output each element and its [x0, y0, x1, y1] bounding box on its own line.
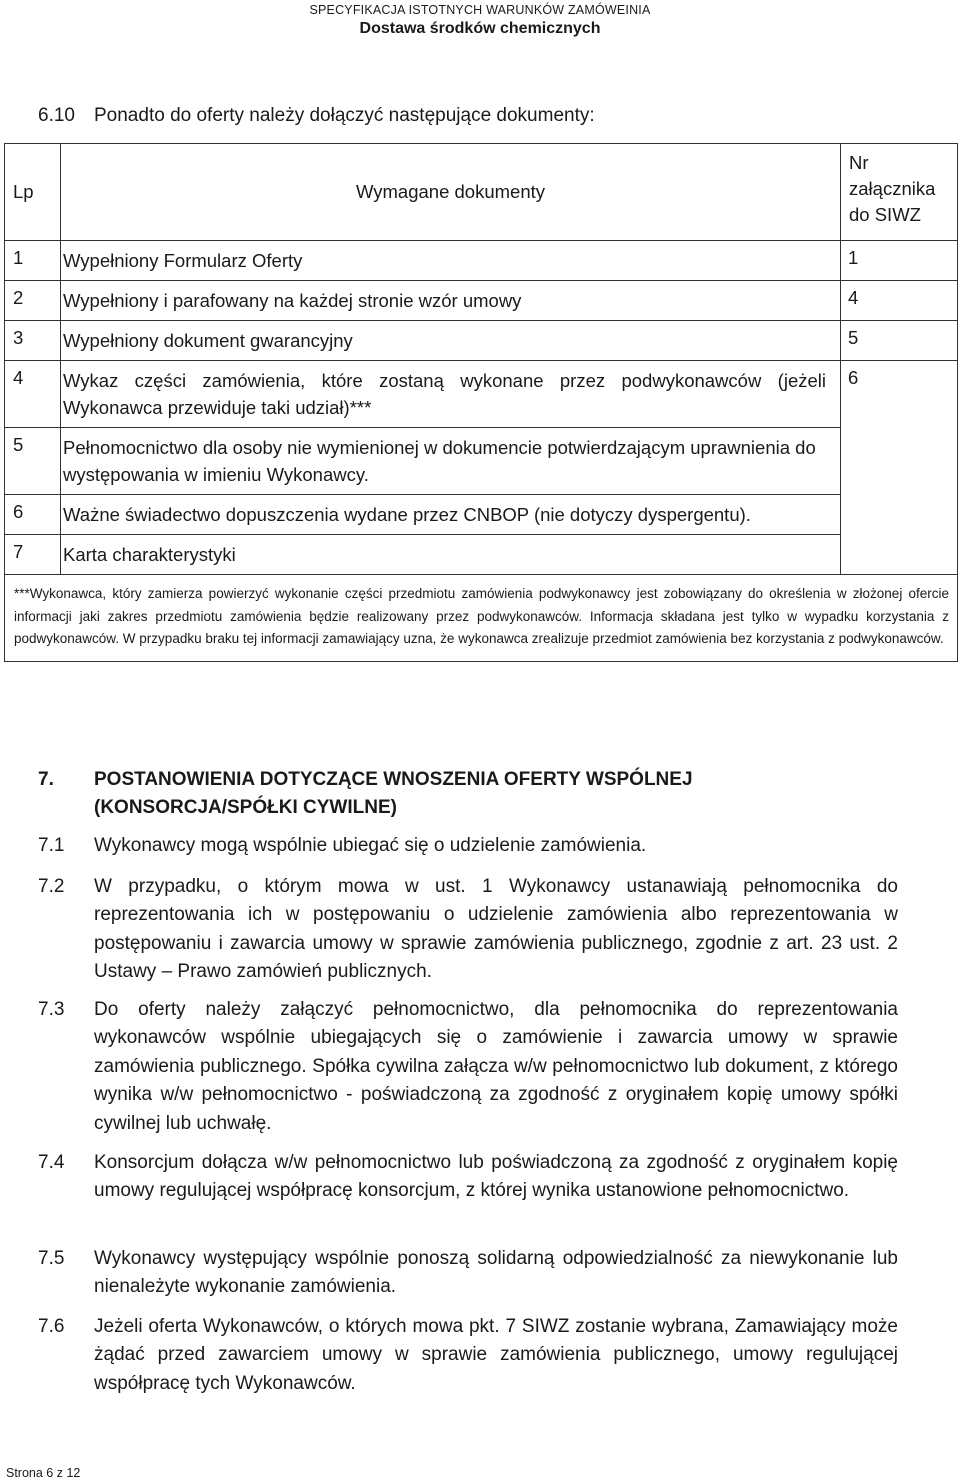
row-lp: 5: [5, 428, 61, 495]
section-6-10-heading: [38, 105, 595, 127]
required-documents-table: [4, 143, 958, 662]
row-nr: 1: [841, 241, 958, 281]
table-row: [5, 241, 958, 281]
table-row: [5, 428, 958, 495]
page-number: Strona 6 z 12: [6, 1466, 81, 1480]
header-lp: Lp: [5, 144, 61, 241]
item-text: Konsorcjum dołącza w/w pełnomocnictwo lub poświadczoną za zgodność z oryginałem kopię umowy regulującej współpracę konsorcjum, z której wynika ustanowione pełnomocnictwo.: [94, 1152, 898, 1202]
item-number: 7.6: [38, 1316, 65, 1337]
section-7-heading: [38, 766, 898, 823]
document-header-title: SPECYFIKACJA ISTOTNYCH WARUNKÓW ZAMÓWEINIA: [309, 3, 651, 17]
item-number: 7.1: [38, 835, 65, 856]
row-doc: Wykaz części zamówienia, które zostaną wykonane przez podwykonawców (jeżeli Wykonawca przewiduje taki udział)***: [61, 361, 841, 428]
item-number: 7.2: [38, 876, 65, 897]
item-number: 7.3: [38, 999, 65, 1020]
item-text: Jeżeli oferta Wykonawców, o których mowa pkt. 7 SIWZ zostanie wybrana, Zamawiający może żądać przed zawarciem umowy w sprawie zamówienia publicznego, umowy regulującej współpracę tych Wykonawców.: [94, 1316, 898, 1394]
list-item: [38, 1245, 898, 1302]
row-lp: 1: [5, 241, 61, 281]
header-docs: Wymagane dokumenty: [61, 144, 841, 241]
list-item: [38, 832, 898, 860]
item-text: Wykonawcy mogą wspólnie ubiegać się o udzielenie zamówienia.: [94, 835, 647, 856]
row-lp: 6: [5, 495, 61, 535]
row-doc: Wypełniony i parafowany na każdej stronie wzór umowy: [61, 281, 841, 321]
row-nr: 5: [841, 321, 958, 361]
item-number: 7.5: [38, 1248, 65, 1269]
row-lp: 3: [5, 321, 61, 361]
row-doc: Wypełniony dokument gwarancyjny: [61, 321, 841, 361]
list-item: [38, 1313, 898, 1398]
list-item: [38, 873, 898, 987]
row-doc: Pełnomocnictwo dla osoby nie wymienionej w dokumencie potwierdzającym uprawnienia do występowania w imieniu Wykonawcy.: [61, 428, 841, 495]
section-number: 6.10: [38, 105, 75, 126]
table-row: [5, 535, 958, 575]
row-doc: Karta charakterystyki: [61, 535, 841, 575]
table-row: [5, 281, 958, 321]
section-text: Ponadto do oferty należy dołączyć następujące dokumenty:: [94, 105, 595, 126]
item-text: Wykonawcy występujący wspólnie ponoszą solidarną odpowiedzialność za niewykonanie lub nienależyte wykonanie zamówienia.: [94, 1248, 898, 1298]
table-row: [5, 495, 958, 535]
item-text: W przypadku, o którym mowa w ust. 1 Wykonawcy ustanawiają pełnomocnika do reprezentowania ich w postępowaniu o udzielenie zamówienia albo reprezentowania w postępowaniu i zawarcia umowy w sprawie zamówienia publicznego, zgodnie z art. 23 ust. 2 Ustawy – Prawo zamówień publicznych.: [94, 876, 898, 983]
row-doc: Ważne świadectwo dopuszczenia wydane przez CNBOP (nie dotyczy dyspergentu).: [61, 495, 841, 535]
row-nr: 4: [841, 281, 958, 321]
document-header-subtitle: Dostawa środków chemicznych: [359, 20, 601, 37]
table-header-row: [5, 144, 958, 241]
table-row: [5, 361, 958, 428]
table-footnote: ***Wykonawca, który zamierza powierzyć wykonanie części przedmiotu zamówienia podwykonawcy jest zobowiązany do określenia w złożonej ofercie informacji jaki zakres przedmiotu zamówienia będzie realizowany przez podwykonawców. Informacja składana jest tylko w wypadku korzystania z podwykonawców. W przypadku braku tej informacji zamawiający uzna, że wykonawca zrealizuje przedmiot zamówienia bez korzystania z podwykonawców.: [5, 575, 958, 662]
row-doc: Wypełniony Formularz Oferty: [61, 241, 841, 281]
section-number: 7.: [38, 769, 54, 790]
section-7-title: POSTANOWIENIA DOTYCZĄCE WNOSZENIA OFERTY WSPÓLNEJ (KONSORCJA/SPÓŁKI CYWILNE): [94, 769, 693, 819]
row-lp: 7: [5, 535, 61, 575]
header-nr: Nr załącznika do SIWZ: [841, 144, 958, 241]
row-nr: 6: [841, 361, 958, 575]
table-row: [5, 321, 958, 361]
list-item: [38, 996, 898, 1138]
row-lp: 4: [5, 361, 61, 428]
table-note-row: [5, 575, 958, 662]
item-number: 7.4: [38, 1152, 65, 1173]
row-lp: 2: [5, 281, 61, 321]
list-item: [38, 1149, 898, 1206]
item-text: Do oferty należy załączyć pełnomocnictwo, dla pełnomocnika do reprezentowania wykonawców wspólnie ubiegających się o zamówienie i zawarcia umowy w sprawie zamówienia publicznego. Spółka cywilna załącza w/w pełnomocnictwo lub dokument, z którego wynika w/w pełnomocnictwo - poświadczoną za zgodność z oryginałem kopię umowy spółki cywilnej lub uchwałę.: [94, 999, 898, 1134]
